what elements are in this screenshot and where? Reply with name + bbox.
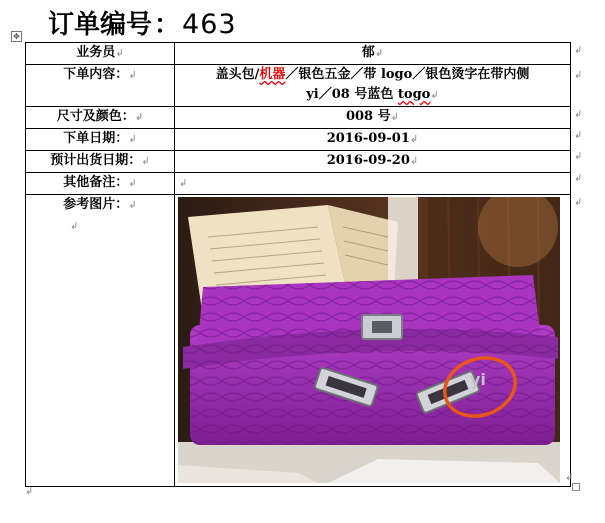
value-text: 2016-09-20	[326, 153, 410, 168]
order-content-line-2	[179, 85, 566, 106]
value-text: 008 号	[345, 109, 391, 124]
paragraph-mark: ↲	[179, 178, 188, 189]
label-remarks	[26, 173, 175, 195]
label-text: 预计出货日期：	[50, 153, 142, 168]
row-end-mark: ↲	[574, 151, 583, 162]
paragraph-mark: ↲	[134, 112, 144, 123]
label-text: 参考图片：	[63, 197, 129, 212]
paragraph-mark: ↲	[430, 90, 439, 101]
row-end-mark: ↲	[574, 70, 583, 81]
row-end-mark: ↲	[574, 130, 583, 141]
value-remarks[interactable]	[175, 173, 571, 195]
order-number: 463	[182, 9, 237, 40]
row-end-mark: ↲	[574, 45, 583, 56]
row-end-mark: ↲	[574, 197, 583, 208]
value-ship-date[interactable]	[175, 151, 571, 173]
title-label: 订单编号	[48, 10, 153, 40]
label-size-color	[26, 107, 175, 129]
label-text: 业务员	[76, 45, 116, 60]
value-text: 2016-09-01	[326, 131, 410, 146]
table-row	[26, 195, 571, 487]
table-resize-handle[interactable]	[572, 483, 580, 491]
label-text: 下单日期：	[63, 131, 129, 146]
value-salesperson[interactable]	[175, 43, 571, 65]
label-order-content	[26, 65, 175, 107]
table-row	[26, 129, 571, 151]
label-salesperson	[26, 43, 175, 65]
paragraph-mark: ↲	[70, 221, 79, 232]
paragraph-mark: ↲	[128, 70, 137, 81]
paragraph-mark: ↲	[128, 134, 137, 145]
value-order-content[interactable]	[175, 65, 571, 107]
table-row	[26, 43, 571, 65]
order-title	[48, 4, 237, 40]
table-row	[26, 151, 571, 173]
row-end-mark: ↲	[574, 109, 583, 120]
content-part: 盖头包/	[215, 67, 260, 82]
reference-photo[interactable]	[178, 197, 560, 483]
table-row	[26, 107, 571, 129]
content-part: yi	[306, 87, 319, 102]
label-text: 其他备注：	[63, 175, 129, 190]
label-order-date	[26, 129, 175, 151]
table-row	[26, 65, 571, 107]
paragraph-mark: ↲	[409, 134, 419, 145]
table-move-handle-icon[interactable]: ✥	[11, 31, 22, 42]
value-reference-image[interactable]	[175, 195, 574, 487]
paragraph-mark: ↲	[374, 48, 384, 59]
clutch-bag-photo	[178, 197, 560, 483]
content-highlight: 机器	[259, 67, 286, 82]
paragraph-mark: ↲	[141, 156, 150, 167]
content-part: ／08 号蓝色	[318, 87, 398, 102]
annotation-text: yi	[470, 370, 486, 389]
row-end-mark: ↲	[565, 472, 574, 483]
paragraph-mark: ↲	[25, 486, 34, 497]
content-part: ／银色五金／带 logo／银色烫字在带内侧	[285, 67, 530, 82]
table-row	[26, 173, 571, 195]
label-text: 尺寸及颜色：	[56, 109, 135, 124]
order-table	[25, 42, 574, 487]
label-text: 下单内容：	[63, 67, 129, 82]
paragraph-mark: ↲	[115, 48, 124, 59]
order-content-line-1	[179, 65, 566, 85]
paragraph-mark: ↲	[409, 156, 419, 167]
content-part: togo	[397, 87, 431, 102]
paragraph-mark: ↲	[128, 200, 137, 211]
value-text: 郁	[361, 45, 375, 60]
title-colon: ：	[154, 10, 181, 40]
label-ship-date	[26, 151, 175, 173]
label-reference-image	[26, 195, 175, 487]
value-size-color[interactable]	[175, 107, 571, 129]
paragraph-mark: ↲	[390, 112, 400, 123]
paragraph-mark: ↲	[128, 178, 137, 189]
row-end-mark: ↲	[574, 173, 583, 184]
value-order-date[interactable]	[175, 129, 571, 151]
